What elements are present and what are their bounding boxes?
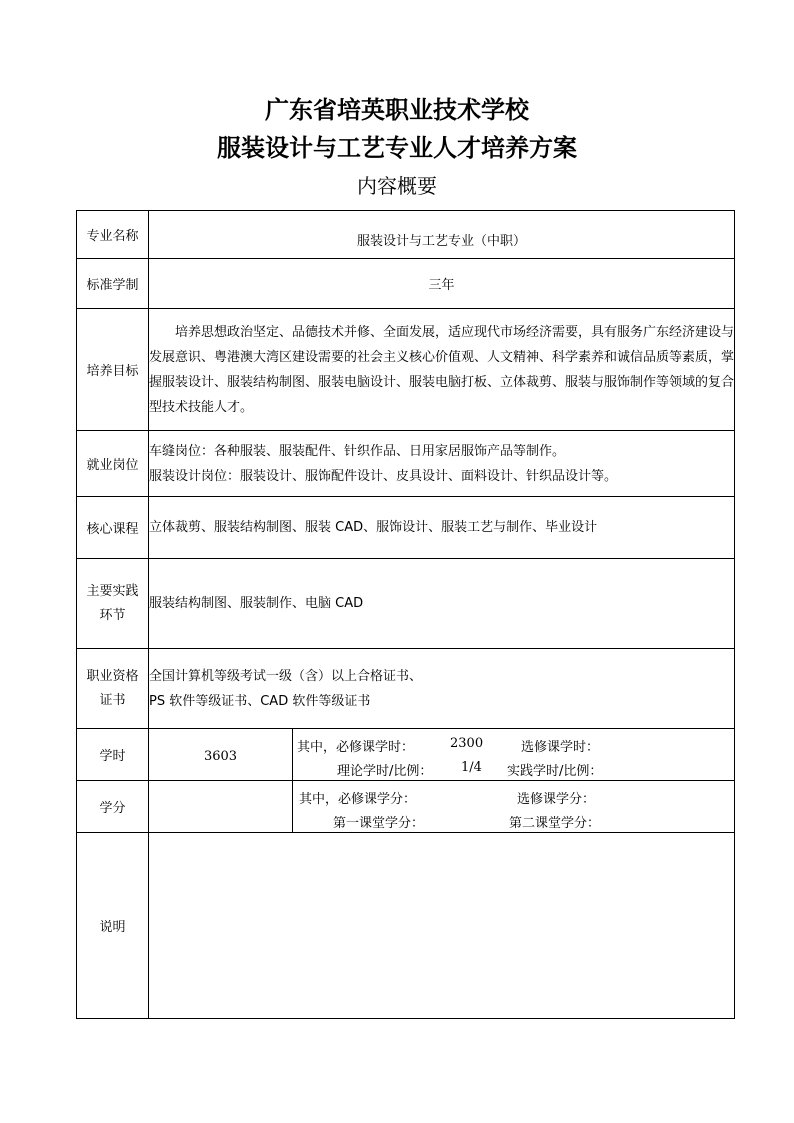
core-value: 立体裁剪、服装结构制图、服装 CAD、服饰设计、服装工艺与制作、毕业设计 (149, 497, 735, 559)
goal-text: 培养思想政治坚定、品德技术并修、全面发展，适应现代市场经济需要，具有服务广东经济建设与发展意识、粤港澳大湾区建设需要的社会主义核心价值观、人文精神、科学素养和诚信品质等素质，掌握服装设计、服装结构制图、服装电脑设计、服装电脑打板、立体裁剪、服装与服饰制作等领域的复合型技术技能人才。 (149, 324, 735, 415)
jobs-value (149, 431, 735, 497)
jobs-line-2: 服装设计岗位：服装设计、服饰配件设计、皮具设计、面料设计、针织品设计等。 (149, 468, 618, 484)
row-goal (77, 309, 735, 431)
row-certs (77, 649, 735, 729)
practice-label-line-2: 环节 (99, 607, 126, 623)
credits-total (149, 781, 293, 833)
elective-credits-label: 选修课学分： (517, 791, 596, 807)
certs-label (77, 649, 149, 729)
certs-value (149, 649, 735, 729)
certs-label-line-2: 证书 (99, 692, 126, 708)
row-practice (77, 559, 735, 649)
major-label: 专业名称 (77, 211, 149, 259)
certs-line-1: 全国计算机等级考试一级（含）以上合格证书、 (149, 668, 423, 684)
elective-hours-label: 选修课学时： (521, 739, 600, 755)
row-core (77, 497, 735, 559)
practice-label (77, 559, 149, 649)
required-credits-label: 其中，必修课学分： (299, 791, 417, 807)
row-hours (77, 729, 735, 781)
required-hours-label: 其中，必修课学时： (297, 739, 415, 755)
certs-line-2: PS 软件等级证书、CAD 软件等级证书 (149, 693, 371, 709)
theory-hours-label: 理论学时/比例： (337, 763, 433, 779)
row-credits (77, 781, 735, 833)
jobs-line-1: 车缝岗位：各种服装、服装配件、针织作品、日用家居服饰产品等制作。 (149, 443, 566, 459)
row-duration (77, 259, 735, 309)
row-major (77, 211, 735, 259)
practice-label-line-1: 主要实践 (86, 583, 139, 599)
goal-value (149, 309, 735, 431)
major-value: 服装设计与工艺专业（中职） (149, 211, 735, 259)
subtitle: 内容概要 (357, 174, 437, 198)
school-name: 广东省培英职业技术学校 (265, 96, 529, 124)
core-label: 核心课程 (77, 497, 149, 559)
jobs-label: 就业岗位 (77, 431, 149, 497)
notes-label: 说明 (77, 833, 149, 1019)
required-hours-value: 2300 (450, 735, 484, 751)
practice-value: 服装结构制图、服装制作、电脑 CAD (149, 559, 735, 649)
plan-title: 服装设计与工艺专业人才培养方案 (217, 134, 577, 162)
summary-table (76, 210, 735, 1019)
duration-value: 三年 (149, 259, 735, 309)
row-notes (77, 833, 735, 1019)
theory-hours-value: 1/4 (461, 759, 482, 775)
second-class-credits-label: 第二课堂学分： (509, 815, 601, 831)
hours-detail (293, 729, 735, 781)
practice-hours-label: 实践学时/比例： (507, 763, 603, 779)
row-jobs (77, 431, 735, 497)
credits-detail (293, 781, 735, 833)
first-class-credits-label: 第一课堂学分： (333, 815, 425, 831)
goal-label: 培养目标 (77, 309, 149, 431)
duration-label: 标准学制 (77, 259, 149, 309)
hours-total: 3603 (149, 729, 293, 781)
credits-label: 学分 (77, 781, 149, 833)
certs-label-line-1: 职业资格 (86, 668, 139, 684)
hours-label: 学时 (77, 729, 149, 781)
notes-value (149, 833, 735, 1019)
